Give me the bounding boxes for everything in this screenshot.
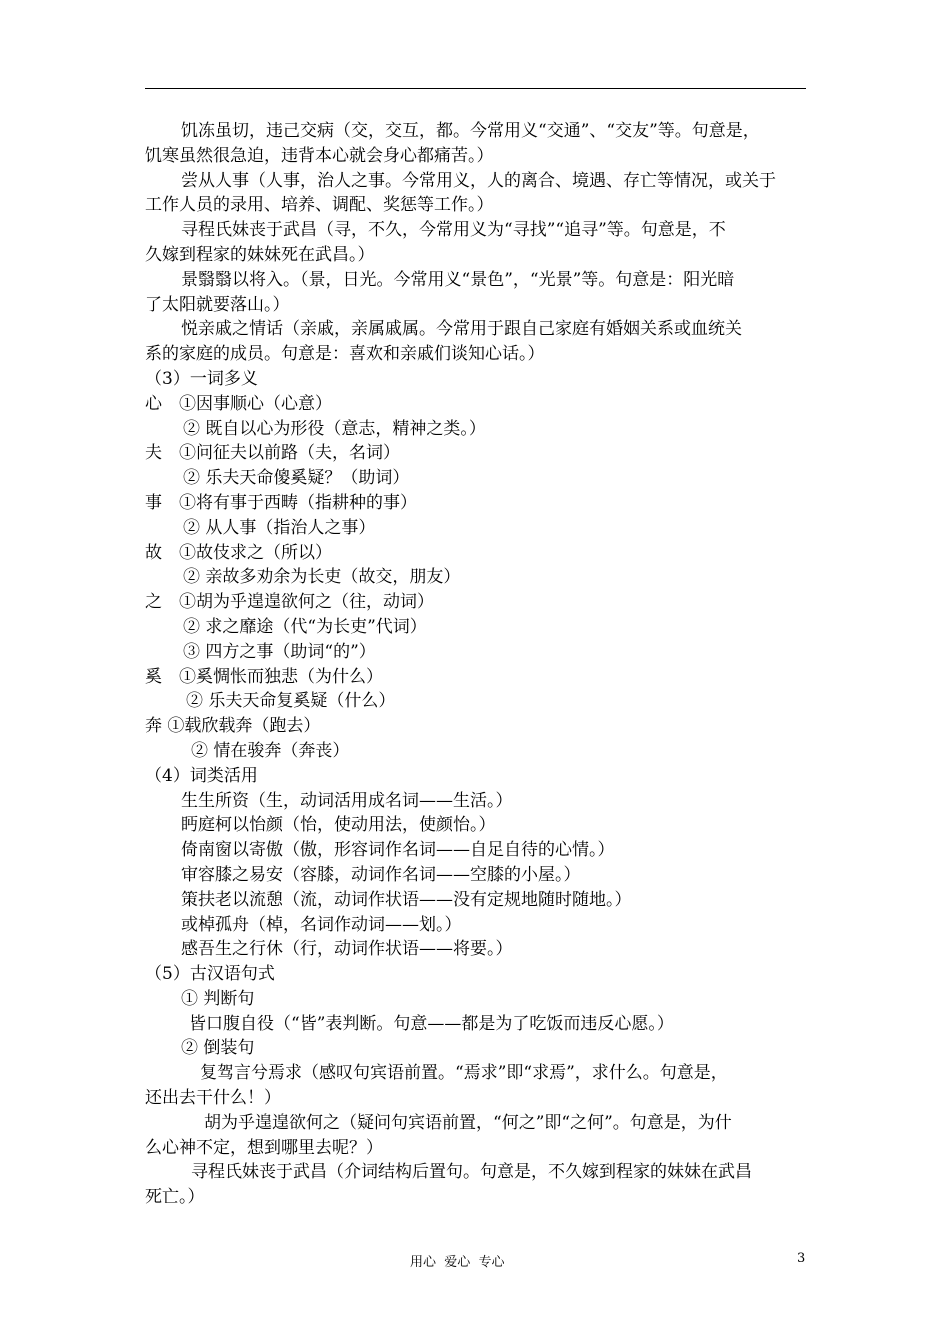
text-line: ② 求之靡途（代“为长吏”代词） [183, 616, 427, 637]
text-line: 景翳翳以将入。（景，日光。今常用义“景色”，“光景”等。句意是：阳光暗 [181, 269, 735, 290]
text-line: ② 从人事（指治人之事） [183, 517, 376, 538]
text-line: 策扶老以流憩（流，动词作状语——没有定规地随时随地。） [181, 889, 632, 910]
text-line: ② 既自以心为形役（意志，精神之类。） [183, 418, 486, 439]
text-line: 故 ①故伎求之（所以） [145, 542, 332, 563]
text-line: 还出去干什么！） [145, 1088, 281, 1109]
text-line: 之 ①胡为乎遑遑欲何之（往，动词） [145, 592, 434, 613]
text-line: 系的家庭的成员。句意是：喜欢和亲戚们谈知心话。） [145, 344, 545, 365]
text-line: ② 乐夫天命傻奚疑？（助词） [183, 468, 410, 489]
text-line: 或棹孤舟（棹，名词作动词——划。） [181, 914, 462, 935]
text-line: 工作人员的录用、培养、调配、奖惩等工作。） [145, 195, 494, 216]
text-line: 么心神不定，想到哪里去呢？） [145, 1137, 383, 1158]
text-line: 复驾言兮焉求（感叹句宾语前置。“焉求”即“求焉”，求什么。句意是， [200, 1063, 728, 1084]
text-line: 感吾生之行休（行，动词作状语——将要。） [181, 939, 513, 960]
text-line: ② 亲故多劝余为长吏（故交，朋友） [183, 567, 461, 588]
text-line: 饥冻虽切，违己交病（交，交互，都。今常用义“交通”、“交友”等。句意是， [181, 121, 760, 141]
text-line: 皆口腹自役（“皆”表判断。句意——都是为了吃饭而违反心愿。） [189, 1013, 674, 1034]
footer-motto: 用心 爱心 专心 [410, 1255, 505, 1270]
text-line: ② 倒装句 [181, 1038, 255, 1059]
text-line: 寻程氏妹丧于武昌（寻，不久，今常用义为“寻找”“追寻”等。句意是，不 [181, 220, 726, 241]
text-line: 事 ①将有事于西畴（指耕种的事） [145, 492, 417, 513]
section-heading: （4）词类活用 [145, 765, 258, 786]
section-heading: （3）一词多义 [145, 368, 258, 389]
text-line: 夫 ①问征夫以前路（夫，名词） [145, 443, 400, 464]
text-line: 审容膝之易安（容膝，动词作名词——空膝的小屋。） [181, 864, 581, 885]
text-line: 生生所资（生，动词活用成名词——生活。） [181, 790, 513, 811]
text-line: 心 ①因事顺心（心意） [145, 393, 332, 414]
text-line: 胡为乎遑遑欲何之（疑问句宾语前置，“何之”即“之何”。句意是，为什 [204, 1112, 732, 1133]
text-line: 饥寒虽然很急迫，违背本心就会身心都痛苦。） [145, 145, 494, 166]
text-line: 奚 ①奚惆怅而独悲（为什么） [145, 666, 383, 687]
text-line: 死亡。） [145, 1187, 205, 1208]
text-line: ① 判断句 [181, 988, 255, 1009]
text-line: 了太阳就要落山。） [145, 294, 290, 315]
document-body [145, 119, 806, 1210]
text-line: 奔 ①载欣载奔（跑去） [145, 716, 321, 737]
text-line: 倚南窗以寄傲（傲，形容词作名词——自足自待的心情。） [181, 840, 615, 861]
section-heading: （5）古汉语句式 [145, 964, 275, 985]
text-line: ③ 四方之事（助词“的”） [183, 641, 376, 662]
text-line: 寻程氏妹丧于武昌（介词结构后置句。句意是，不久嫁到程家的妹妹在武昌 [191, 1162, 752, 1183]
page-number: 3 [797, 1251, 806, 1266]
text-line: 眄庭柯以怡颜（怡，使动用法，使颜怡。） [181, 815, 496, 836]
text-line: 悦亲戚之情话（亲戚，亲属戚属。今常用于跟自己家庭有婚姻关系或血统关 [181, 319, 742, 340]
text-line: ② 情在骏奔（奔丧） [191, 740, 350, 761]
text-line: 尝从人事（人事，治人之事。今常用义，人的离合、境遇、存亡等情况，或关于 [181, 170, 776, 191]
text-line: 久嫁到程家的妹妹死在武昌。） [145, 244, 375, 265]
header-rule [145, 88, 806, 89]
text-line: ② 乐夫天命复奚疑（什么） [186, 691, 396, 712]
